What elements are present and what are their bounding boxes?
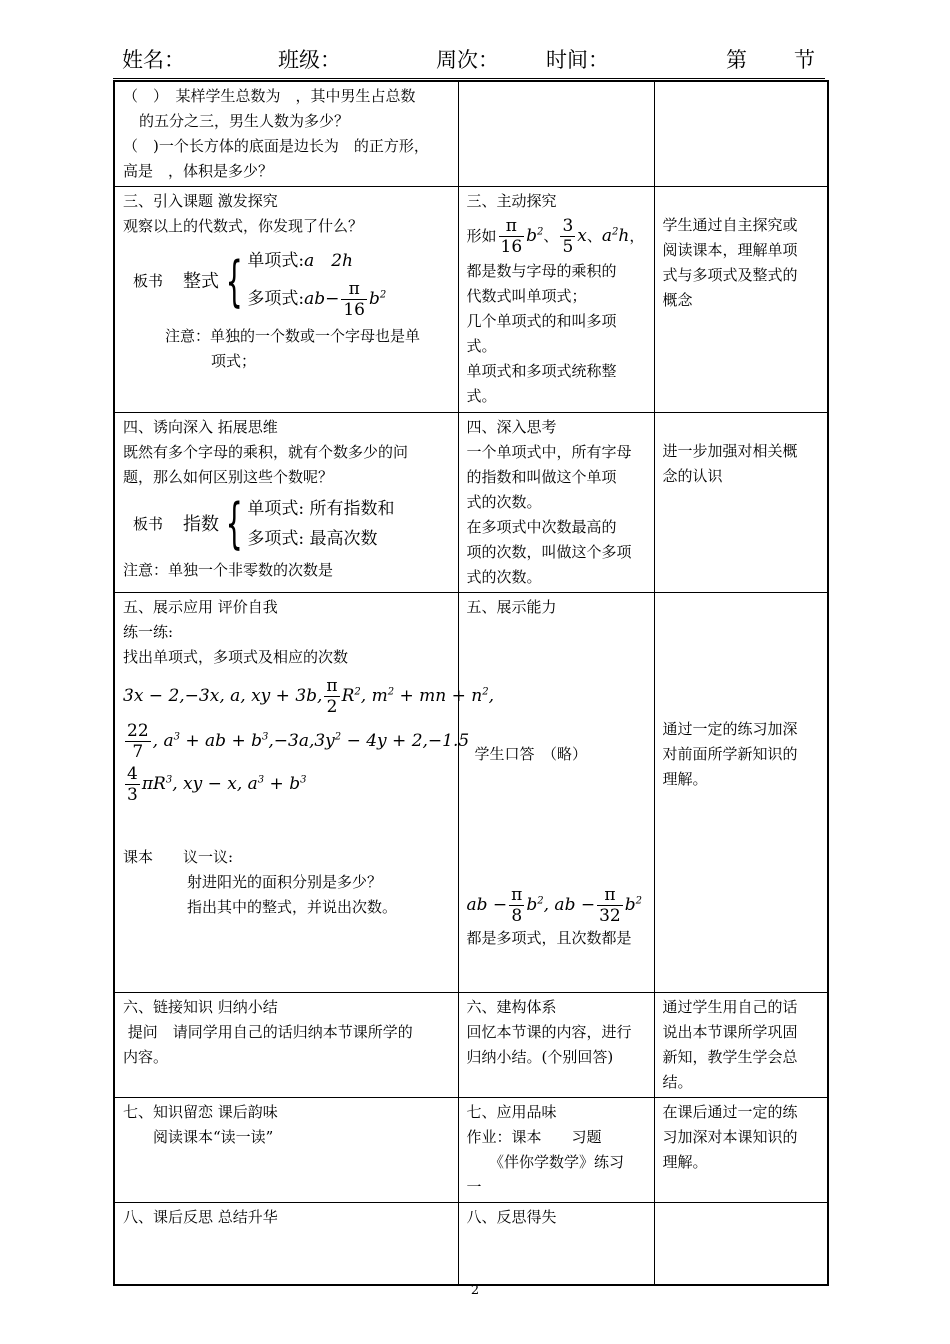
teacher-activity-cell [114, 993, 458, 1098]
note-line: 注意：单独一个非零数的次数是 [123, 561, 334, 579]
note-line: 项式； [211, 352, 257, 370]
header-rule [113, 78, 825, 79]
text-line: 几个单项式的和叫多项 [466, 312, 617, 330]
table-row [114, 1203, 828, 1285]
text-line: 理解。 [662, 770, 708, 788]
design-intent-cell [654, 413, 828, 593]
lesson-plan-table [113, 80, 829, 1286]
text-line: 式的次数。 [466, 493, 542, 511]
text-line: 说出本节课所学巩固 [662, 1023, 798, 1041]
text-line: 都是数与字母的乘积的 [466, 262, 617, 280]
text-line: 高是 ，体积是多少？ [123, 162, 274, 180]
text-line: 归纳小结。(个别回答) [466, 1048, 614, 1066]
text-line: （ ） 某样学生总数为 ，其中男生占总数 [123, 87, 416, 105]
table-row [114, 593, 828, 993]
table-row [114, 1098, 828, 1203]
text-line: 阅读课本“读一读” [123, 1128, 274, 1146]
section-title: 八、反思得失 [466, 1208, 557, 1226]
board-item-monomial: 单项式:a 2h [247, 251, 353, 271]
board-item-monomial: 单项式: 所有指数和 [247, 499, 395, 519]
text-line: 观察以上的代数式，你发现了什么？ [123, 217, 364, 235]
text-line: 念的认识 [662, 467, 723, 485]
text-line: 进一步加强对相关概 [662, 442, 798, 460]
section-title: 四、深入思考 [466, 418, 557, 436]
design-intent-cell [654, 187, 828, 413]
table-row [114, 81, 828, 187]
blackboard-diagram [123, 494, 452, 554]
text-line: 都是多项式，且次数都是 [466, 929, 632, 947]
student-activity-cell [458, 993, 654, 1098]
section-title: 三、引入课题 激发探究 [123, 192, 278, 210]
section-title: 三、主动探究 [466, 192, 557, 210]
text-line: 找出单项式，多项式及相应的次数 [123, 648, 349, 666]
student-activity-cell [458, 81, 654, 187]
class-label: 班级： [278, 48, 341, 72]
text-line: 题，那么如何区别这些个数呢？ [123, 468, 334, 486]
student-activity-cell [458, 1203, 654, 1285]
design-intent-cell [654, 593, 828, 993]
board-items [247, 494, 394, 554]
text-line: 通过一定的练习加深 [662, 720, 798, 738]
board-item-polynomial: 多项式:ab− $\frac{\pi}{16}$ $b^2$ [247, 279, 387, 320]
table-row [114, 413, 828, 593]
text-line: 通过学生用自己的话 [662, 998, 798, 1016]
page-number: 2 [470, 1283, 480, 1298]
section-title: 五、展示能力 [466, 598, 557, 616]
exercise-expression-2: $\frac{22}{7}$ , $a^3$ + ab + $b^3,-3a,3y^2 - 4y + 2,-1.5$ [127, 721, 470, 762]
text-line: 既然有多个字母的乘积，就有个数多少的问 [123, 443, 409, 461]
text-line: 学生通过自主探究或 [662, 216, 798, 234]
text-line: 指出其中的整式，并说出次数。 [187, 898, 398, 916]
text-line: 射进阳光的面积分别是多少？ [187, 873, 383, 891]
student-activity-cell [458, 413, 654, 593]
period-jie-label: 节 [794, 48, 815, 72]
period-di-label: 第 [726, 48, 747, 72]
teacher-activity-cell [114, 593, 495, 993]
design-intent-cell [654, 81, 828, 187]
blackboard-diagram [123, 243, 452, 320]
text-line: 新知，教学生学会总 [662, 1048, 798, 1066]
design-intent-cell [654, 993, 828, 1098]
text-line: 内容。 [123, 1048, 169, 1066]
page-header [0, 44, 950, 78]
board-label: 板书 [133, 514, 164, 533]
text-line: 式。 [466, 337, 497, 355]
text-line: 课本 议一议: [123, 848, 234, 866]
text-line: 学生口答 （略） [474, 745, 588, 763]
exercise-expression-3: $\frac{4}{3}$ $\pi R^3$, xy − x, $a^3 + b^3$ [127, 764, 307, 805]
teacher-activity-cell [114, 1098, 458, 1203]
text-line: 习加深对本课知识的 [662, 1128, 798, 1146]
text-line: 回忆本节课的内容，进行 [466, 1023, 632, 1041]
teacher-activity-cell [114, 187, 458, 413]
text-line: 结。 [662, 1073, 693, 1091]
student-activity-cell [458, 1098, 654, 1203]
text-line: 代数式叫单项式； [466, 287, 587, 305]
teacher-activity-cell [114, 1203, 458, 1285]
design-intent-cell [654, 1098, 828, 1203]
text-line: 在课后通过一定的练 [662, 1103, 798, 1121]
time-label: 时间： [546, 48, 609, 72]
text-line: 阅读课本，理解单项 [662, 241, 798, 259]
section-title: 八、课后反思 总结升华 [123, 1208, 278, 1226]
section-title: 六、链接知识 归纳小结 [123, 998, 278, 1016]
left-brace-icon: { [225, 492, 243, 555]
left-brace-icon: { [225, 249, 243, 313]
section-title: 七、应用品味 [466, 1103, 557, 1121]
text-line: 的五分之三，男生人数为多少？ [139, 112, 350, 130]
design-intent-cell [654, 1203, 828, 1285]
board-key: 指数 [183, 513, 219, 535]
text-line: 式的次数。 [466, 568, 542, 586]
board-item-polynomial: 多项式: 最高次数 [247, 529, 378, 549]
text-line: 项的次数，叫做这个多项 [466, 543, 632, 561]
table-row [114, 993, 828, 1098]
teacher-activity-cell [114, 413, 458, 593]
text-line: （ )一个长方体的底面是边长为 的正方形， [123, 137, 429, 155]
text-line: 提问 请同学用自己的话归纳本节课所学的 [123, 1023, 413, 1041]
text-line: 《伴你学数学》练习 [466, 1153, 625, 1171]
text-line: 对前面所学新知识的 [662, 745, 798, 763]
text-line: 式。 [466, 387, 497, 405]
exercise-expression-1: 3x − 2,−3x, a, xy + 3b, $\frac{\pi}{2}$ $R^2$, $m^2$ + mn + $n^2$, [123, 676, 495, 717]
text-line: 练一练: [123, 623, 174, 641]
student-activity-cell [458, 187, 654, 413]
section-title: 五、展示应用 评价自我 [123, 598, 278, 616]
text-line: 式与多项式及整式的 [662, 266, 798, 284]
week-label: 周次： [436, 48, 499, 72]
text-line: 单项式和多项式统称整 [466, 362, 617, 380]
board-label: 板书 [133, 272, 164, 290]
table-row [114, 187, 828, 413]
text-line: 在多项式中次数最高的 [466, 518, 617, 536]
text-line: 作业：课本 习题 [466, 1128, 602, 1146]
section-title: 四、诱向深入 拓展思维 [123, 418, 278, 436]
monomial-examples: 形如 $\frac{\pi}{16}$ $b^2$、 $\frac{3}{5}$ x、$a^2h$， [466, 216, 645, 257]
answer-expression: ab − $\frac{\pi}{8}$ $b^2$, ab − $\frac{\pi}{32}$ $b^2$ [466, 885, 643, 926]
section-title: 六、建构体系 [466, 998, 557, 1016]
text-line: 的指数和叫做这个单项 [466, 468, 617, 486]
text-line: 一 [466, 1178, 482, 1196]
board-key: 整式 [183, 271, 219, 292]
student-activity-cell [458, 593, 654, 993]
text-line: 理解。 [662, 1153, 708, 1171]
text-line: 概念 [662, 291, 693, 309]
board-items [247, 243, 386, 320]
teacher-activity-cell [114, 81, 458, 187]
note-line: 注意：单独的一个数或一个字母也是单 [165, 327, 421, 345]
text-line: 一个单项式中，所有字母 [466, 443, 632, 461]
name-label: 姓名： [122, 48, 185, 72]
section-title: 七、知识留恋 课后韵味 [123, 1103, 278, 1121]
